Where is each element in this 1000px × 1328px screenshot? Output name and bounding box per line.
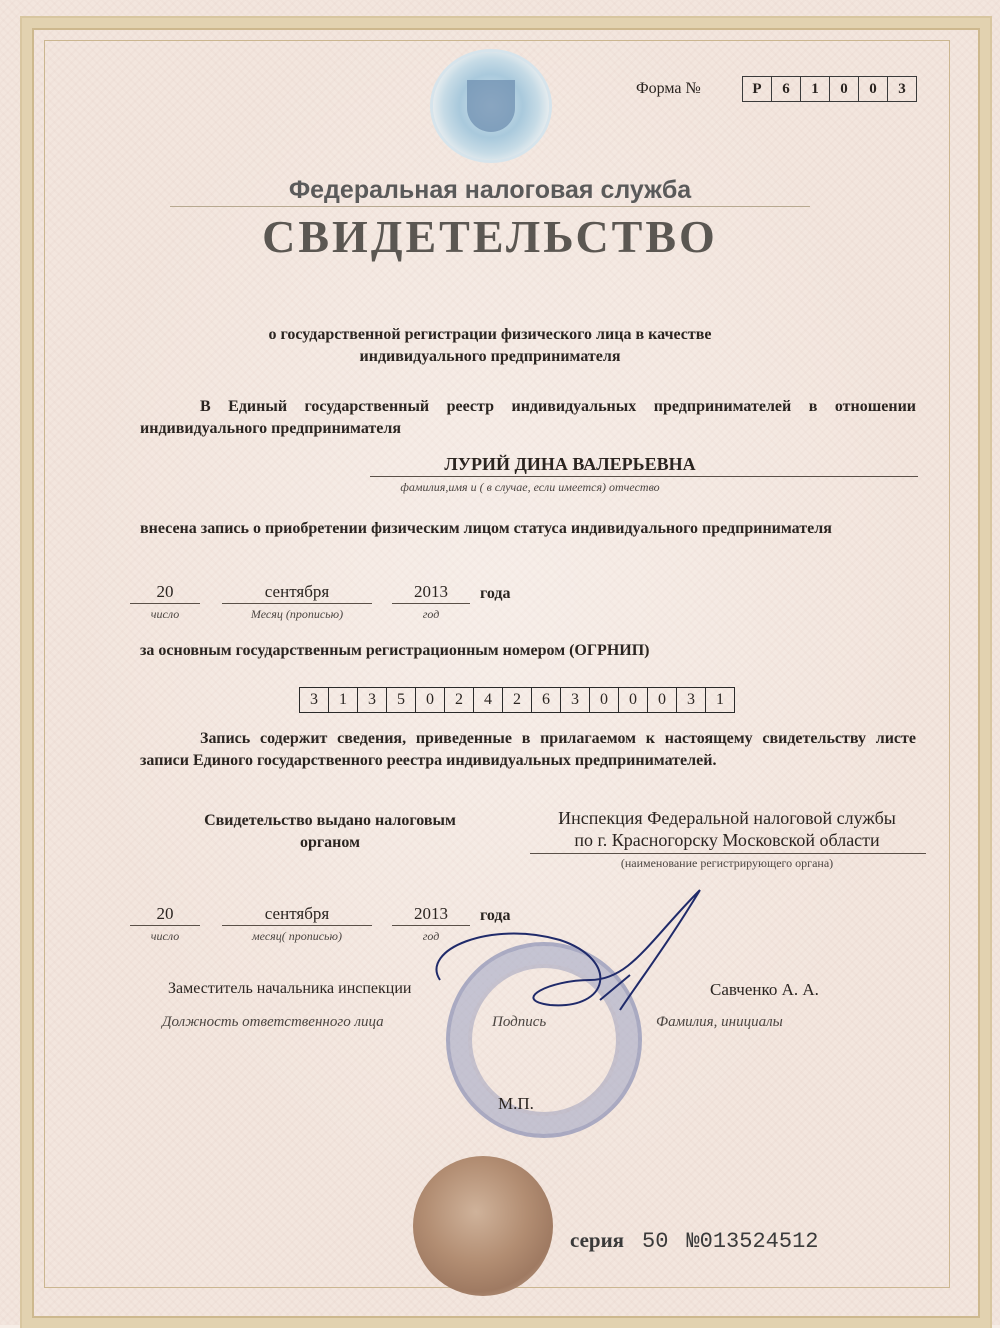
seal-label: М.П. xyxy=(498,1094,534,1113)
date2-day-line xyxy=(130,925,200,926)
ogrnip-label: за основным государственным регистрационным номером (ОГРНИП) xyxy=(140,642,650,659)
ogrnip-digit: 0 xyxy=(416,687,445,713)
form-code-char: 0 xyxy=(859,76,888,102)
divider xyxy=(170,206,810,207)
date1-year-caption: год xyxy=(422,607,440,621)
date2-month-caption: месяц( прописью) xyxy=(252,929,342,943)
intro-paragraph: В Единый государственный реестр индивидуальных предпринимателей в отношении индивидуального предпринимателя xyxy=(140,398,916,437)
date1-day: 20 xyxy=(156,582,174,601)
form-code-char: 1 xyxy=(801,76,830,102)
name-underline xyxy=(370,476,918,477)
ogrnip-digit: 0 xyxy=(619,687,648,713)
authority-line-2: по г. Красногорску Московской области xyxy=(574,830,880,850)
date1-year-line xyxy=(392,603,470,604)
date2-month: сентября xyxy=(264,904,330,923)
ogrnip-digit: 2 xyxy=(445,687,474,713)
date2-year-caption: год xyxy=(422,929,440,943)
date2-suffix: года xyxy=(480,907,511,924)
ogrnip-digit: 0 xyxy=(590,687,619,713)
entry-paragraph: внесена запись о приобретении физическим лицом статуса индивидуального предпринимателя xyxy=(140,520,832,537)
date2-year: 2013 xyxy=(414,904,448,923)
ogrnip-digit: 1 xyxy=(706,687,735,713)
ogrnip-digit: 3 xyxy=(561,687,590,713)
signer-caption: Фамилия, инициалы xyxy=(656,1014,783,1030)
form-code-char: 6 xyxy=(772,76,801,102)
ogrnip-number xyxy=(299,687,735,713)
ogrnip-digit: 1 xyxy=(329,687,358,713)
authority-line-1: Инспекция Федеральной налоговой службы xyxy=(558,808,896,828)
subtitle-line-2: индивидуального предпринимателя xyxy=(359,348,621,365)
date1-suffix: года xyxy=(480,585,511,602)
date1-month-line xyxy=(222,603,372,604)
date2-day-caption: число xyxy=(150,929,180,943)
form-code-char: Р xyxy=(742,76,772,102)
position-title: Заместитель начальника инспекции xyxy=(168,980,412,997)
serial-number: №013524512 xyxy=(686,1229,819,1254)
position-caption: Должность ответственного лица xyxy=(162,1014,384,1030)
ogrnip-digit: 2 xyxy=(503,687,532,713)
signer-name: Савченко А. А. xyxy=(710,980,819,999)
ogrnip-digit: 6 xyxy=(532,687,561,713)
authority-caption: (наименование регистрирующего органа) xyxy=(620,856,834,870)
issued-label-line-2: органом xyxy=(300,834,360,851)
signature-caption: Подпись xyxy=(492,1014,547,1030)
ogrnip-digit: 5 xyxy=(387,687,416,713)
series-number: 50 xyxy=(642,1229,669,1254)
date2-month-line xyxy=(222,925,372,926)
hologram-emblem-icon xyxy=(433,52,549,160)
ogrnip-digit: 4 xyxy=(474,687,503,713)
ogrnip-digit: 3 xyxy=(677,687,706,713)
form-code-char: 3 xyxy=(888,76,917,102)
document-title: СВИДЕТЕЛЬСТВО xyxy=(262,211,718,262)
ogrnip-digit: 0 xyxy=(648,687,677,713)
series-label: серия xyxy=(570,1228,625,1252)
record-paragraph: Запись содержит сведения, приведенные в прилагаемом к настоящему свидетельству листе записи Единого государственного реестра индивидуальных предпринимателей. xyxy=(140,730,916,769)
form-code-char: 0 xyxy=(830,76,859,102)
subtitle-line-1: о государственной регистрации физического лица в качестве xyxy=(268,326,712,343)
form-label: Форма № xyxy=(636,80,701,97)
signature-icon xyxy=(400,880,720,1040)
series-block xyxy=(570,1228,818,1254)
ogrnip-digit: 3 xyxy=(299,687,329,713)
agency-name: Федеральная налоговая служба xyxy=(288,176,692,204)
person-name: ЛУРИЙ ДИНА ВАЛЕРЬЕВНА xyxy=(444,454,696,474)
date2-day: 20 xyxy=(156,904,174,923)
date1-day-line xyxy=(130,603,200,604)
name-caption: фамилия,имя и ( в случае, если имеется) отчество xyxy=(400,480,660,494)
authority-underline xyxy=(530,853,926,854)
ogrnip-digit: 3 xyxy=(358,687,387,713)
date1-year: 2013 xyxy=(414,582,448,601)
issued-label-line-1: Свидетельство выдано налоговым xyxy=(204,812,456,829)
form-code xyxy=(742,76,917,102)
date1-month-caption: Месяц (прописью) xyxy=(250,607,344,621)
date1-day-caption: число xyxy=(150,607,180,621)
hologram-seal-icon xyxy=(413,1156,553,1296)
date1-month: сентября xyxy=(264,582,330,601)
